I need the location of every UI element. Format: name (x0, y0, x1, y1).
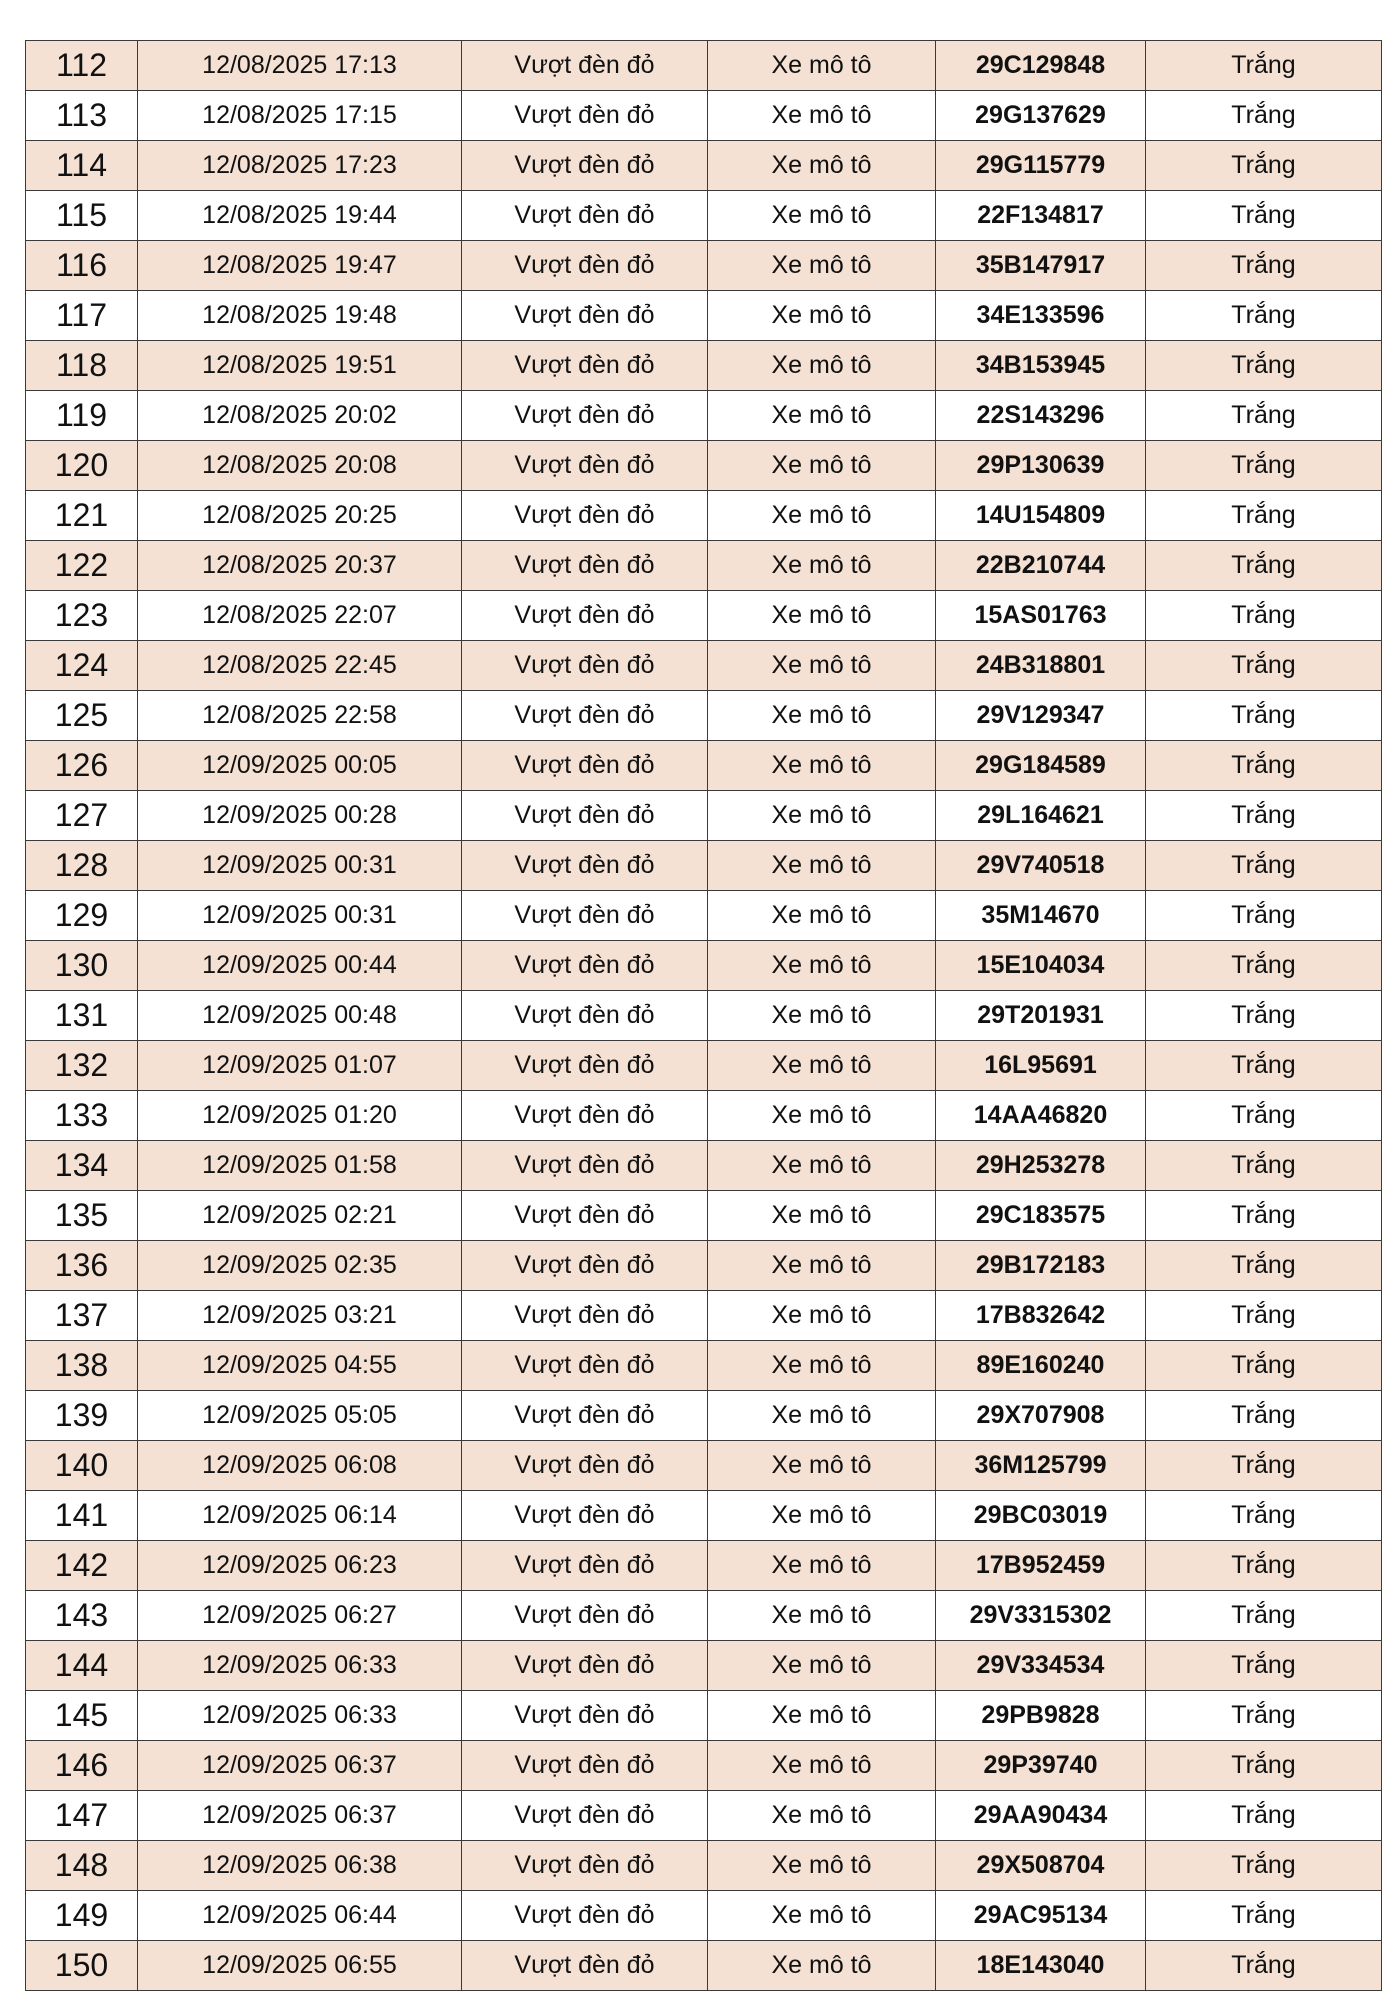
vehicle-type-cell: Xe mô tô (708, 391, 936, 441)
license-plate-cell: 14AA46820 (936, 1091, 1146, 1141)
vehicle-type-cell: Xe mô tô (708, 691, 936, 741)
violation-time-cell: 12/09/2025 06:37 (138, 1791, 462, 1841)
violation-type-cell: Vượt đèn đỏ (462, 191, 708, 241)
license-plate-cell: 29V740518 (936, 841, 1146, 891)
row-number-cell: 115 (26, 191, 138, 241)
row-number-cell: 130 (26, 941, 138, 991)
row-number-cell: 117 (26, 291, 138, 341)
vehicle-type-cell: Xe mô tô (708, 1941, 936, 1991)
table-row (26, 541, 1382, 591)
vehicle-type-cell: Xe mô tô (708, 1341, 936, 1391)
status-cell: Trắng (1146, 1941, 1382, 1991)
violation-type-cell: Vượt đèn đỏ (462, 1491, 708, 1541)
license-plate-cell: 29P130639 (936, 441, 1146, 491)
status-cell: Trắng (1146, 1341, 1382, 1391)
status-cell: Trắng (1146, 41, 1382, 91)
vehicle-type-cell: Xe mô tô (708, 241, 936, 291)
row-number-cell: 114 (26, 141, 138, 191)
violation-time-cell: 12/09/2025 00:28 (138, 791, 462, 841)
status-cell: Trắng (1146, 1541, 1382, 1591)
vehicle-type-cell: Xe mô tô (708, 1891, 936, 1941)
row-number-cell: 133 (26, 1091, 138, 1141)
table-row (26, 1891, 1382, 1941)
violation-type-cell: Vượt đèn đỏ (462, 1841, 708, 1891)
row-number-cell: 137 (26, 1291, 138, 1341)
row-number-cell: 131 (26, 991, 138, 1041)
row-number-cell: 142 (26, 1541, 138, 1591)
row-number-cell: 124 (26, 641, 138, 691)
table-row (26, 1141, 1382, 1191)
vehicle-type-cell: Xe mô tô (708, 1491, 936, 1541)
status-cell: Trắng (1146, 641, 1382, 691)
license-plate-cell: 29X508704 (936, 1841, 1146, 1891)
table-row (26, 941, 1382, 991)
violation-type-cell: Vượt đèn đỏ (462, 1341, 708, 1391)
row-number-cell: 140 (26, 1441, 138, 1491)
violation-time-cell: 12/09/2025 00:31 (138, 841, 462, 891)
violation-time-cell: 12/09/2025 01:07 (138, 1041, 462, 1091)
vehicle-type-cell: Xe mô tô (708, 1441, 936, 1491)
violation-time-cell: 12/09/2025 04:55 (138, 1341, 462, 1391)
status-cell: Trắng (1146, 691, 1382, 741)
table-row (26, 1741, 1382, 1791)
status-cell: Trắng (1146, 1491, 1382, 1541)
table-row (26, 1791, 1382, 1841)
violation-time-cell: 12/08/2025 22:45 (138, 641, 462, 691)
violation-time-cell: 12/09/2025 06:38 (138, 1841, 462, 1891)
violation-time-cell: 12/09/2025 00:05 (138, 741, 462, 791)
table-row (26, 891, 1382, 941)
violation-time-cell: 12/08/2025 20:37 (138, 541, 462, 591)
table-row (26, 441, 1382, 491)
table-row (26, 1591, 1382, 1641)
table-row (26, 241, 1382, 291)
violation-type-cell: Vượt đèn đỏ (462, 1241, 708, 1291)
license-plate-cell: 29PB9828 (936, 1691, 1146, 1741)
violation-time-cell: 12/08/2025 17:13 (138, 41, 462, 91)
violation-type-cell: Vượt đèn đỏ (462, 1891, 708, 1941)
violation-time-cell: 12/09/2025 03:21 (138, 1291, 462, 1341)
violation-type-cell: Vượt đèn đỏ (462, 1791, 708, 1841)
violation-type-cell: Vượt đèn đỏ (462, 791, 708, 841)
status-cell: Trắng (1146, 141, 1382, 191)
vehicle-type-cell: Xe mô tô (708, 791, 936, 841)
table-row (26, 291, 1382, 341)
row-number-cell: 139 (26, 1391, 138, 1441)
status-cell: Trắng (1146, 491, 1382, 541)
row-number-cell: 121 (26, 491, 138, 541)
row-number-cell: 116 (26, 241, 138, 291)
violation-time-cell: 12/09/2025 02:21 (138, 1191, 462, 1241)
status-cell: Trắng (1146, 1141, 1382, 1191)
violation-time-cell: 12/08/2025 17:15 (138, 91, 462, 141)
vehicle-type-cell: Xe mô tô (708, 891, 936, 941)
license-plate-cell: 29L164621 (936, 791, 1146, 841)
status-cell: Trắng (1146, 1741, 1382, 1791)
violation-time-cell: 12/09/2025 06:33 (138, 1691, 462, 1741)
status-cell: Trắng (1146, 941, 1382, 991)
violation-type-cell: Vượt đèn đỏ (462, 941, 708, 991)
license-plate-cell: 29V3315302 (936, 1591, 1146, 1641)
violation-time-cell: 12/09/2025 05:05 (138, 1391, 462, 1441)
vehicle-type-cell: Xe mô tô (708, 941, 936, 991)
violation-type-cell: Vượt đèn đỏ (462, 541, 708, 591)
vehicle-type-cell: Xe mô tô (708, 1291, 936, 1341)
vehicle-type-cell: Xe mô tô (708, 141, 936, 191)
row-number-cell: 112 (26, 41, 138, 91)
violation-type-cell: Vượt đèn đỏ (462, 1591, 708, 1641)
violation-type-cell: Vượt đèn đỏ (462, 1541, 708, 1591)
violation-time-cell: 12/09/2025 00:48 (138, 991, 462, 1041)
table-row (26, 1091, 1382, 1141)
table-row (26, 1241, 1382, 1291)
row-number-cell: 119 (26, 391, 138, 441)
row-number-cell: 138 (26, 1341, 138, 1391)
license-plate-cell: 89E160240 (936, 1341, 1146, 1391)
license-plate-cell: 14U154809 (936, 491, 1146, 541)
license-plate-cell: 29AA90434 (936, 1791, 1146, 1841)
license-plate-cell: 36M125799 (936, 1441, 1146, 1491)
row-number-cell: 123 (26, 591, 138, 641)
violation-time-cell: 12/09/2025 06:27 (138, 1591, 462, 1641)
license-plate-cell: 35B147917 (936, 241, 1146, 291)
row-number-cell: 134 (26, 1141, 138, 1191)
vehicle-type-cell: Xe mô tô (708, 641, 936, 691)
status-cell: Trắng (1146, 1041, 1382, 1091)
violation-type-cell: Vượt đèn đỏ (462, 1691, 708, 1741)
violation-time-cell: 12/08/2025 20:02 (138, 391, 462, 441)
vehicle-type-cell: Xe mô tô (708, 1541, 936, 1591)
row-number-cell: 120 (26, 441, 138, 491)
row-number-cell: 127 (26, 791, 138, 841)
row-number-cell: 147 (26, 1791, 138, 1841)
status-cell: Trắng (1146, 741, 1382, 791)
status-cell: Trắng (1146, 1691, 1382, 1741)
violation-type-cell: Vượt đèn đỏ (462, 141, 708, 191)
violation-type-cell: Vượt đèn đỏ (462, 641, 708, 691)
row-number-cell: 135 (26, 1191, 138, 1241)
violation-type-cell: Vượt đèn đỏ (462, 1291, 708, 1341)
row-number-cell: 126 (26, 741, 138, 791)
vehicle-type-cell: Xe mô tô (708, 841, 936, 891)
vehicle-type-cell: Xe mô tô (708, 341, 936, 391)
violation-time-cell: 12/09/2025 06:33 (138, 1641, 462, 1691)
row-number-cell: 132 (26, 1041, 138, 1091)
table-row (26, 141, 1382, 191)
table-body (26, 41, 1382, 1991)
violation-time-cell: 12/08/2025 19:48 (138, 291, 462, 341)
violation-time-cell: 12/09/2025 01:20 (138, 1091, 462, 1141)
vehicle-type-cell: Xe mô tô (708, 1241, 936, 1291)
violation-time-cell: 12/09/2025 06:23 (138, 1541, 462, 1591)
violation-type-cell: Vượt đèn đỏ (462, 1041, 708, 1091)
table-row (26, 491, 1382, 541)
status-cell: Trắng (1146, 1841, 1382, 1891)
status-cell: Trắng (1146, 1091, 1382, 1141)
license-plate-cell: 22B210744 (936, 541, 1146, 591)
violation-time-cell: 12/08/2025 19:51 (138, 341, 462, 391)
status-cell: Trắng (1146, 1791, 1382, 1841)
vehicle-type-cell: Xe mô tô (708, 1191, 936, 1241)
violation-type-cell: Vượt đèn đỏ (462, 391, 708, 441)
status-cell: Trắng (1146, 241, 1382, 291)
violation-time-cell: 12/08/2025 22:58 (138, 691, 462, 741)
table-row (26, 1341, 1382, 1391)
violation-time-cell: 12/08/2025 20:08 (138, 441, 462, 491)
license-plate-cell: 29T201931 (936, 991, 1146, 1041)
status-cell: Trắng (1146, 591, 1382, 641)
table-row (26, 1441, 1382, 1491)
table-row (26, 1041, 1382, 1091)
table-row (26, 1691, 1382, 1741)
status-cell: Trắng (1146, 1191, 1382, 1241)
table-row (26, 991, 1382, 1041)
vehicle-type-cell: Xe mô tô (708, 491, 936, 541)
violation-time-cell: 12/08/2025 22:07 (138, 591, 462, 641)
violation-type-cell: Vượt đèn đỏ (462, 1741, 708, 1791)
license-plate-cell: 34E133596 (936, 291, 1146, 341)
row-number-cell: 128 (26, 841, 138, 891)
status-cell: Trắng (1146, 991, 1382, 1041)
violation-type-cell: Vượt đèn đỏ (462, 1391, 708, 1441)
vehicle-type-cell: Xe mô tô (708, 291, 936, 341)
row-number-cell: 118 (26, 341, 138, 391)
license-plate-cell: 29V334534 (936, 1641, 1146, 1691)
license-plate-cell: 34B153945 (936, 341, 1146, 391)
violation-type-cell: Vượt đèn đỏ (462, 841, 708, 891)
license-plate-cell: 15E104034 (936, 941, 1146, 991)
vehicle-type-cell: Xe mô tô (708, 91, 936, 141)
license-plate-cell: 17B952459 (936, 1541, 1146, 1591)
status-cell: Trắng (1146, 1641, 1382, 1691)
license-plate-cell: 35M14670 (936, 891, 1146, 941)
status-cell: Trắng (1146, 1391, 1382, 1441)
status-cell: Trắng (1146, 541, 1382, 591)
violation-time-cell: 12/09/2025 00:44 (138, 941, 462, 991)
license-plate-cell: 29G137629 (936, 91, 1146, 141)
violation-time-cell: 12/09/2025 06:37 (138, 1741, 462, 1791)
violation-type-cell: Vượt đèn đỏ (462, 891, 708, 941)
table-row (26, 591, 1382, 641)
license-plate-cell: 29P39740 (936, 1741, 1146, 1791)
table-row (26, 1391, 1382, 1441)
status-cell: Trắng (1146, 191, 1382, 241)
license-plate-cell: 29BC03019 (936, 1491, 1146, 1541)
table-row (26, 1541, 1382, 1591)
violation-time-cell: 12/08/2025 19:47 (138, 241, 462, 291)
license-plate-cell: 29V129347 (936, 691, 1146, 741)
table-row (26, 91, 1382, 141)
violation-type-cell: Vượt đèn đỏ (462, 41, 708, 91)
vehicle-type-cell: Xe mô tô (708, 441, 936, 491)
table-row (26, 341, 1382, 391)
row-number-cell: 143 (26, 1591, 138, 1641)
status-cell: Trắng (1146, 91, 1382, 141)
violation-type-cell: Vượt đèn đỏ (462, 241, 708, 291)
license-plate-cell: 22S143296 (936, 391, 1146, 441)
violation-type-cell: Vượt đèn đỏ (462, 591, 708, 641)
row-number-cell: 149 (26, 1891, 138, 1941)
status-cell: Trắng (1146, 891, 1382, 941)
violation-time-cell: 12/09/2025 06:55 (138, 1941, 462, 1991)
table-row (26, 1291, 1382, 1341)
violation-time-cell: 12/09/2025 06:44 (138, 1891, 462, 1941)
violation-type-cell: Vượt đèn đỏ (462, 1441, 708, 1491)
violation-type-cell: Vượt đèn đỏ (462, 341, 708, 391)
violation-type-cell: Vượt đèn đỏ (462, 491, 708, 541)
vehicle-type-cell: Xe mô tô (708, 1791, 936, 1841)
vehicle-type-cell: Xe mô tô (708, 591, 936, 641)
license-plate-cell: 29C183575 (936, 1191, 1146, 1241)
row-number-cell: 136 (26, 1241, 138, 1291)
table-row (26, 1491, 1382, 1541)
row-number-cell: 146 (26, 1741, 138, 1791)
status-cell: Trắng (1146, 1591, 1382, 1641)
vehicle-type-cell: Xe mô tô (708, 1141, 936, 1191)
vehicle-type-cell: Xe mô tô (708, 541, 936, 591)
row-number-cell: 148 (26, 1841, 138, 1891)
row-number-cell: 113 (26, 91, 138, 141)
license-plate-cell: 29X707908 (936, 1391, 1146, 1441)
table-row (26, 1191, 1382, 1241)
status-cell: Trắng (1146, 1441, 1382, 1491)
status-cell: Trắng (1146, 291, 1382, 341)
violation-time-cell: 12/09/2025 00:31 (138, 891, 462, 941)
license-plate-cell: 29G184589 (936, 741, 1146, 791)
violation-time-cell: 12/09/2025 02:35 (138, 1241, 462, 1291)
table-row (26, 1641, 1382, 1691)
violation-type-cell: Vượt đèn đỏ (462, 1941, 708, 1991)
row-number-cell: 129 (26, 891, 138, 941)
status-cell: Trắng (1146, 441, 1382, 491)
violation-type-cell: Vượt đèn đỏ (462, 91, 708, 141)
violation-time-cell: 12/09/2025 06:08 (138, 1441, 462, 1491)
license-plate-cell: 29C129848 (936, 41, 1146, 91)
status-cell: Trắng (1146, 341, 1382, 391)
table-row (26, 191, 1382, 241)
violation-type-cell: Vượt đèn đỏ (462, 441, 708, 491)
violation-type-cell: Vượt đèn đỏ (462, 291, 708, 341)
status-cell: Trắng (1146, 1241, 1382, 1291)
table-row (26, 1841, 1382, 1891)
status-cell: Trắng (1146, 391, 1382, 441)
violation-time-cell: 12/09/2025 01:58 (138, 1141, 462, 1191)
violation-type-cell: Vượt đèn đỏ (462, 1191, 708, 1241)
row-number-cell: 144 (26, 1641, 138, 1691)
table-row (26, 391, 1382, 441)
status-cell: Trắng (1146, 791, 1382, 841)
vehicle-type-cell: Xe mô tô (708, 1041, 936, 1091)
license-plate-cell: 18E143040 (936, 1941, 1146, 1991)
license-plate-cell: 29B172183 (936, 1241, 1146, 1291)
vehicle-type-cell: Xe mô tô (708, 1841, 936, 1891)
row-number-cell: 145 (26, 1691, 138, 1741)
row-number-cell: 141 (26, 1491, 138, 1541)
status-cell: Trắng (1146, 1291, 1382, 1341)
license-plate-cell: 29AC95134 (936, 1891, 1146, 1941)
license-plate-cell: 24B318801 (936, 641, 1146, 691)
license-plate-cell: 22F134817 (936, 191, 1146, 241)
license-plate-cell: 17B832642 (936, 1291, 1146, 1341)
license-plate-cell: 16L95691 (936, 1041, 1146, 1091)
status-cell: Trắng (1146, 841, 1382, 891)
vehicle-type-cell: Xe mô tô (708, 1691, 936, 1741)
license-plate-cell: 15AS01763 (936, 591, 1146, 641)
vehicle-type-cell: Xe mô tô (708, 1591, 936, 1641)
table-row (26, 641, 1382, 691)
violation-type-cell: Vượt đèn đỏ (462, 1091, 708, 1141)
license-plate-cell: 29H253278 (936, 1141, 1146, 1191)
vehicle-type-cell: Xe mô tô (708, 41, 936, 91)
table-row (26, 691, 1382, 741)
violation-time-cell: 12/09/2025 06:14 (138, 1491, 462, 1541)
violation-time-cell: 12/08/2025 19:44 (138, 191, 462, 241)
table-row (26, 41, 1382, 91)
vehicle-type-cell: Xe mô tô (708, 1391, 936, 1441)
status-cell: Trắng (1146, 1891, 1382, 1941)
vehicle-type-cell: Xe mô tô (708, 1741, 936, 1791)
row-number-cell: 122 (26, 541, 138, 591)
row-number-cell: 150 (26, 1941, 138, 1991)
vehicle-type-cell: Xe mô tô (708, 991, 936, 1041)
vehicle-type-cell: Xe mô tô (708, 741, 936, 791)
violation-type-cell: Vượt đèn đỏ (462, 691, 708, 741)
table-row (26, 841, 1382, 891)
table-row (26, 791, 1382, 841)
vehicle-type-cell: Xe mô tô (708, 1641, 936, 1691)
table-row (26, 1941, 1382, 1991)
row-number-cell: 125 (26, 691, 138, 741)
violation-type-cell: Vượt đèn đỏ (462, 741, 708, 791)
license-plate-cell: 29G115779 (936, 141, 1146, 191)
violation-time-cell: 12/08/2025 17:23 (138, 141, 462, 191)
table-row (26, 741, 1382, 791)
violation-time-cell: 12/08/2025 20:25 (138, 491, 462, 541)
vehicle-type-cell: Xe mô tô (708, 1091, 936, 1141)
violation-type-cell: Vượt đèn đỏ (462, 991, 708, 1041)
violation-type-cell: Vượt đèn đỏ (462, 1141, 708, 1191)
vehicle-type-cell: Xe mô tô (708, 191, 936, 241)
violation-type-cell: Vượt đèn đỏ (462, 1641, 708, 1691)
violations-table (25, 40, 1382, 1991)
